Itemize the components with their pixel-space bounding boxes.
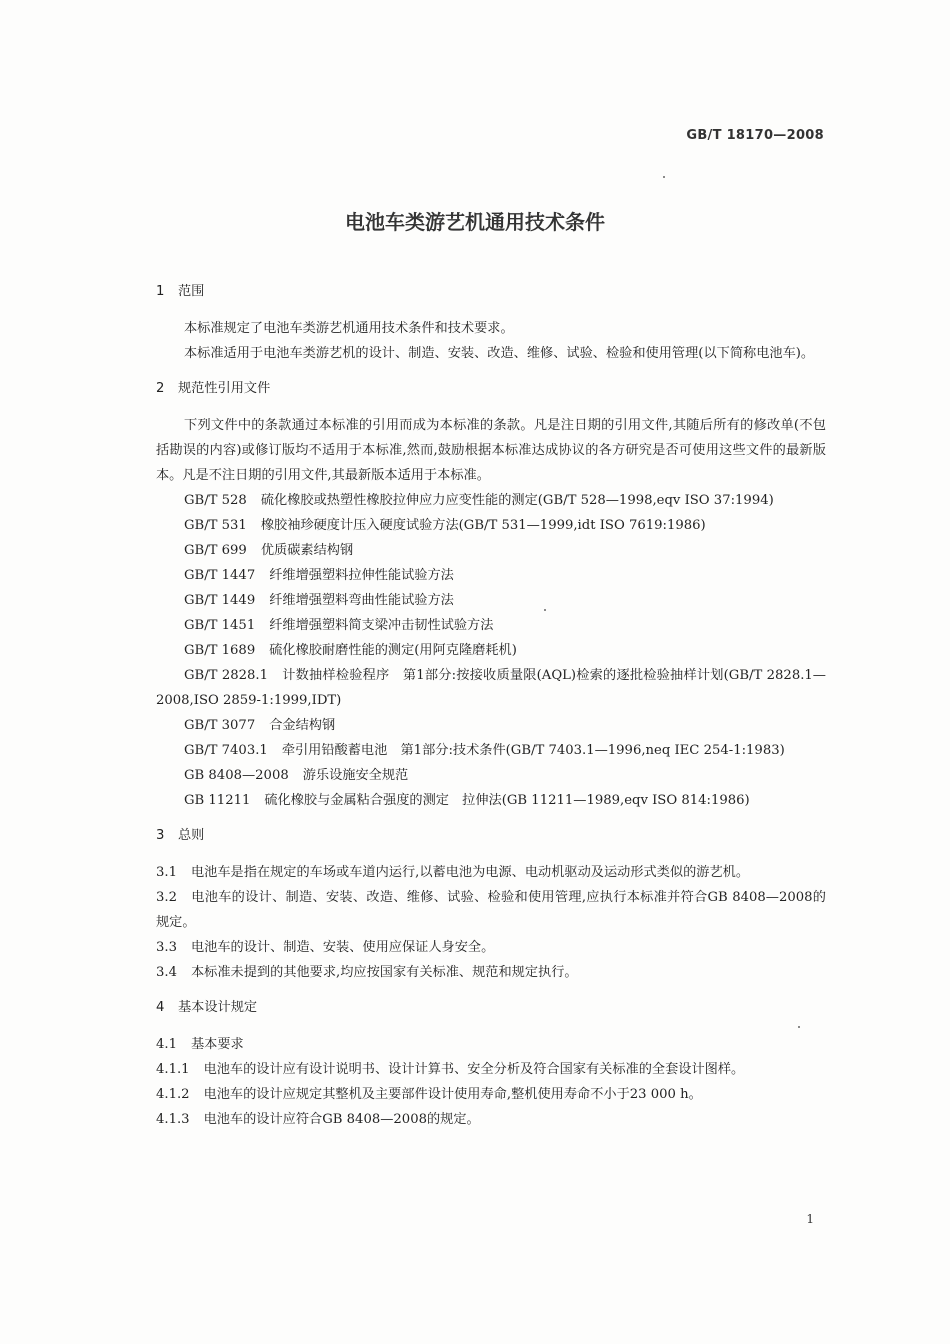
reference-item <box>156 588 826 613</box>
reference-title: 游乐设施安全规范 <box>302 768 409 783</box>
clause <box>156 1107 826 1132</box>
section-heading-3 <box>156 823 826 848</box>
standard-code: GB/T 18170—2008 <box>686 128 824 143</box>
clause-text: 电池车的设计应有设计说明书、设计计算书、安全分析及符合国家有关标准的全套设计图样。 <box>203 1062 745 1077</box>
clause-text: 电池车是指在规定的车场或车道内运行,以蓄电池为电源、电动机驱动及运动形式类似的游艺机。 <box>190 865 750 880</box>
section-title: 总则 <box>178 828 205 843</box>
section-title: 范围 <box>178 284 205 299</box>
section-number: 3 <box>156 828 165 843</box>
reference-title: 硫化橡胶或热塑性橡胶拉伸应力应变性能的测定(GB/T 528—1998,eqv ISO 37:1994) <box>260 493 774 508</box>
page-number: 1 <box>806 1212 814 1226</box>
reference-item <box>156 638 826 663</box>
reference-code: GB 8408—2008 <box>184 768 289 783</box>
section-heading-1 <box>156 279 826 304</box>
reference-code: GB 11211 <box>184 793 251 808</box>
clause <box>156 1082 826 1107</box>
reference-item <box>156 738 826 763</box>
section-title: 规范性引用文件 <box>178 381 271 396</box>
clause-text: 基本要求 <box>190 1037 244 1052</box>
reference-title: 纤维增强塑料简支梁冲击韧性试验方法 <box>269 618 494 633</box>
clause-number: 4.1 <box>156 1037 177 1052</box>
clause-text: 电池车的设计应符合GB 8408—2008的规定。 <box>203 1112 480 1127</box>
reference-code: GB/T 1449 <box>184 593 256 608</box>
paragraph: 本标准规定了电池车类游艺机通用技术条件和技术要求。 <box>184 321 514 336</box>
clause <box>156 1032 826 1057</box>
reference-item <box>156 613 826 638</box>
clause <box>156 885 826 935</box>
clause-number: 3.1 <box>156 865 177 880</box>
clause-number: 3.3 <box>156 940 177 955</box>
clause <box>156 960 826 985</box>
clause <box>156 860 826 885</box>
reference-code: GB/T 2828.1 <box>184 668 269 683</box>
clause-number: 4.1.1 <box>156 1062 190 1077</box>
reference-title: 硫化橡胶与金属粘合强度的测定 拉伸法(GB 11211—1989,eqv ISO 814:1986) <box>264 793 750 808</box>
clause-text: 电池车的设计应规定其整机及主要部件设计使用寿命,整机使用寿命不小于23 000 h。 <box>203 1087 702 1102</box>
clause-text: 电池车的设计、制造、安装、使用应保证人身安全。 <box>190 940 495 955</box>
reference-title: 合金结构钢 <box>269 718 336 733</box>
reference-code: GB/T 1689 <box>184 643 256 658</box>
scan-speck <box>663 176 665 178</box>
document-body <box>156 279 826 1132</box>
clause-number: 4.1.3 <box>156 1112 190 1127</box>
section-number: 1 <box>156 284 165 299</box>
reference-title: 优质碳素结构钢 <box>260 543 354 558</box>
reference-item <box>156 663 826 713</box>
reference-code: GB/T 699 <box>184 543 247 558</box>
reference-item <box>156 488 826 513</box>
reference-item <box>156 713 826 738</box>
scan-speck <box>544 609 546 611</box>
reference-item <box>156 538 826 563</box>
clause-text: 电池车的设计、制造、安装、改造、维修、试验、检验和使用管理,应执行本标准并符合GB 8408—2008的规定。 <box>156 890 826 930</box>
reference-code: GB/T 7403.1 <box>184 743 268 758</box>
clause <box>156 935 826 960</box>
clause-number: 3.4 <box>156 965 177 980</box>
reference-title: 纤维增强塑料拉伸性能试验方法 <box>269 568 454 583</box>
reference-code: GB/T 528 <box>184 493 247 508</box>
reference-item <box>156 763 826 788</box>
reference-title: 橡胶袖珍硬度计压入硬度试验方法(GB/T 531—1999,idt ISO 7619:1986) <box>260 518 706 533</box>
reference-title: 牵引用铅酸蓄电池 第1部分:技术条件(GB/T 7403.1—1996,neq IEC 254-1:1983) <box>281 743 785 758</box>
document-title: 电池车类游艺机通用技术条件 <box>345 210 605 234</box>
reference-title: 硫化橡胶耐磨性能的测定(用阿克隆磨耗机) <box>269 643 517 658</box>
reference-item <box>156 513 826 538</box>
reference-title: 纤维增强塑料弯曲性能试验方法 <box>269 593 454 608</box>
clause <box>156 1057 826 1082</box>
section-number: 2 <box>156 381 165 396</box>
section-number: 4 <box>156 1000 165 1015</box>
section-heading-4 <box>156 995 826 1020</box>
reference-item <box>156 788 826 813</box>
clause-text: 本标准未提到的其他要求,均应按国家有关标准、规范和规定执行。 <box>190 965 578 980</box>
clause-number: 3.2 <box>156 890 177 905</box>
scan-speck <box>798 1026 800 1028</box>
clause-number: 4.1.2 <box>156 1087 190 1102</box>
reference-code: GB/T 1451 <box>184 618 256 633</box>
reference-code: GB/T 531 <box>184 518 247 533</box>
paragraph: 本标准适用于电池车类游艺机的设计、制造、安装、改造、维修、试验、检验和使用管理(以下简称电池车)。 <box>184 346 815 361</box>
reference-item <box>156 563 826 588</box>
section-title: 基本设计规定 <box>178 1000 258 1015</box>
paragraph: 下列文件中的条款通过本标准的引用而成为本标准的条款。凡是注日期的引用文件,其随后所有的修改单(不包括勘误的内容)或修订版均不适用于本标准,然而,鼓励根据本标准达成协议的各方研究是否可使用这些文件的最新版本。凡是不注日期的引用文件,其最新版本适用于本标准。 <box>156 418 826 483</box>
reference-code: GB/T 3077 <box>184 718 256 733</box>
reference-title: 计数抽样检验程序 第1部分:按接收质量限(AQL)检索的逐批检验抽样计划(GB/T 2828.1—2008,ISO 2859-1:1999,IDT) <box>156 668 826 708</box>
section-heading-2 <box>156 376 826 401</box>
reference-code: GB/T 1447 <box>184 568 256 583</box>
